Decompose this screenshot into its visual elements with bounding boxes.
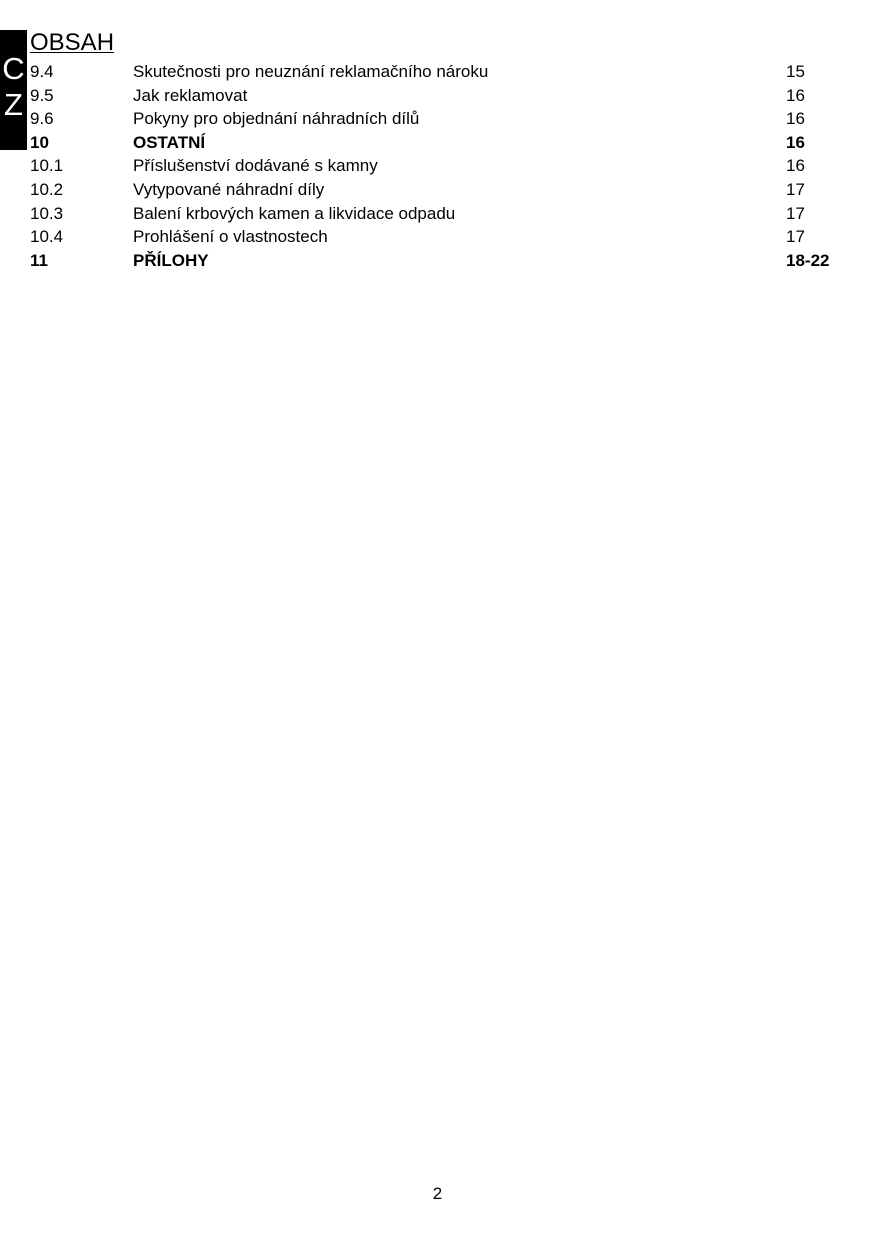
toc-entry[interactable] [30,84,840,108]
toc-entry-title: Prohlášení o vlastnostech [133,227,328,247]
language-letter-c: C [2,51,25,86]
toc-entry-number: 9.5 [30,85,54,105]
toc-entry-page: 16 [786,109,805,129]
toc-entry-number: 10.2 [30,179,64,199]
toc-entry-title: Pokyny pro objednání náhradních dílů [133,109,420,129]
toc-entry-number: 10.3 [30,203,64,223]
toc-entry-number: 9.4 [30,62,54,81]
toc-entry-title: Vytypované náhradní díly [133,179,325,199]
toc-entry[interactable] [30,202,840,226]
toc-entry-title: OSTATNÍ [133,132,206,152]
toc-entry-number: 10.1 [30,156,64,176]
toc-entry-title: Příslušenství dodávané s kamny [133,156,378,176]
table-of-contents [30,60,840,272]
toc-entry-number: 9.6 [30,109,54,129]
toc-entry-title: Jak reklamovat [133,85,248,105]
toc-entry[interactable] [30,154,840,178]
toc-entry-page: 18-22 [786,250,830,270]
toc-entry-page: 16 [786,132,805,152]
toc-entry[interactable] [30,107,840,131]
toc-entry-page: 15 [786,62,805,81]
toc-entry-number: 10 [30,132,49,152]
toc-entry-page: 17 [786,203,805,223]
toc-entry-page: 16 [786,156,805,176]
language-letter-z: Z [4,87,23,122]
toc-entry[interactable] [30,131,840,155]
toc-entry[interactable] [30,178,840,202]
toc-entry[interactable] [30,249,840,273]
page-title: OBSAH [30,29,115,56]
toc-entry[interactable] [30,225,840,249]
toc-entry[interactable] [30,60,840,84]
toc-entry-number: 10.4 [30,227,64,247]
toc-entry-number: 11 [30,250,48,270]
toc-entry-page: 16 [786,85,805,105]
toc-entry-page: 17 [786,227,805,247]
toc-entry-title: Skutečnosti pro neuznání reklamačního nároku [133,62,489,81]
toc-entry-title: Balení krbových kamen a likvidace odpadu [133,203,456,223]
toc-entry-page: 17 [786,179,805,199]
toc-entry-title: PŘÍLOHY [133,250,209,270]
page-number: 2 [432,1184,443,1203]
